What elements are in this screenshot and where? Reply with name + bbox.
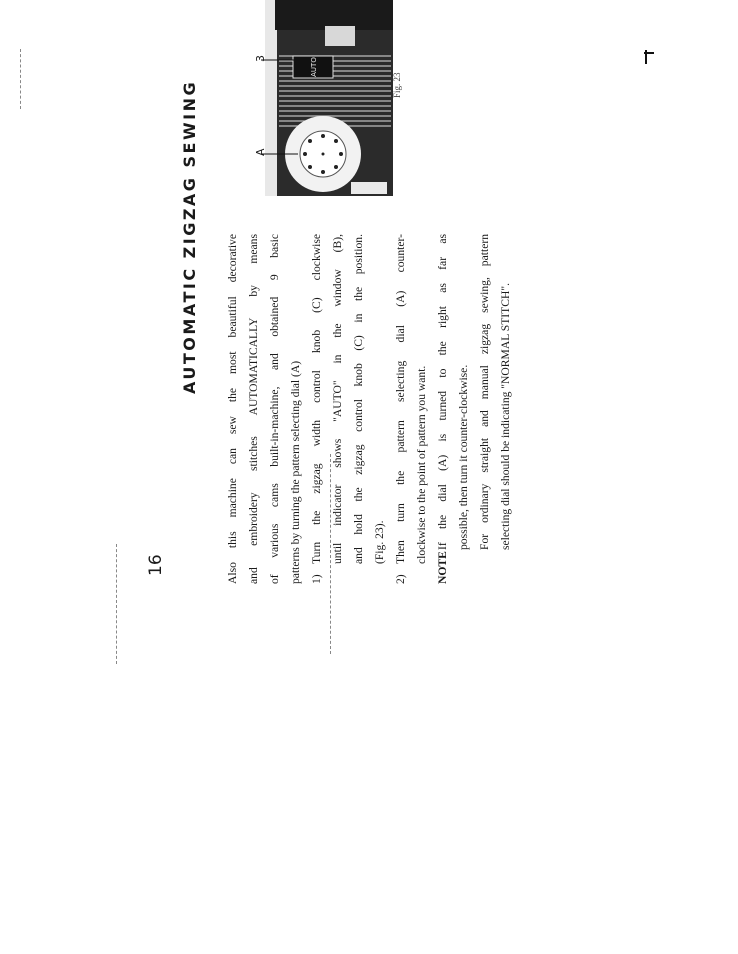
figure-caption: Fig. 23: [392, 72, 402, 98]
step-text: [390, 234, 432, 564]
step-1: [306, 234, 390, 584]
step-line: (Fig. 23).: [373, 520, 386, 564]
step-2: [390, 234, 432, 584]
note-text: [432, 234, 474, 550]
intro-line: of various cams built-in-machine, and obtained 9 basic: [268, 234, 281, 584]
note-line: possible, then turn it counter-clockwise.: [457, 364, 470, 550]
page-number: 16: [146, 554, 166, 576]
step-line: Turn the zigzag width control knob (C) clockwise: [310, 234, 323, 564]
step-number: 1): [310, 574, 323, 584]
body-text: [222, 234, 516, 584]
step-text: [306, 234, 390, 564]
intro-line: and embroidery stitches AUTOMATICALLY by means: [247, 234, 260, 584]
note: [432, 234, 474, 584]
step-line: Then turn the pattern selecting dial (A) counter-: [394, 234, 407, 564]
scan-artifact: [116, 544, 117, 664]
note-label: NOTE: [436, 551, 449, 584]
figure-label-a: A: [254, 148, 267, 156]
step-number: 2): [394, 574, 407, 584]
step-line: and hold the zigzag control knob (C) in the position.: [352, 234, 365, 564]
figure-leader-lines: [254, 44, 314, 164]
step-line: until indicator shows "AUTO" in the window (B),: [331, 234, 344, 564]
closing-line: selecting dial should be indicating "NORMAL STITCH".: [499, 283, 512, 550]
note-line: If the dial (A) is turned to the right as far as: [436, 234, 449, 550]
intro-line: patterns by turning the pattern selecting dial (A): [289, 360, 302, 584]
scan-artifact: [20, 49, 21, 109]
intro-line: Also this machine can sew the most beautiful decorative: [226, 234, 239, 584]
figure-window-text: AUTO: [310, 57, 318, 77]
corner-mark: [644, 52, 654, 54]
step-line: clockwise to the point of pattern you want.: [415, 365, 428, 564]
scan-artifact: [330, 454, 331, 654]
figure-label-3: 3: [254, 55, 267, 62]
closing-line: For ordinary straight and manual zigzag sewing, pattern: [478, 234, 491, 550]
closing-text: [474, 234, 516, 584]
page-title: AUTOMATIC ZIGZAG SEWING: [180, 79, 199, 394]
